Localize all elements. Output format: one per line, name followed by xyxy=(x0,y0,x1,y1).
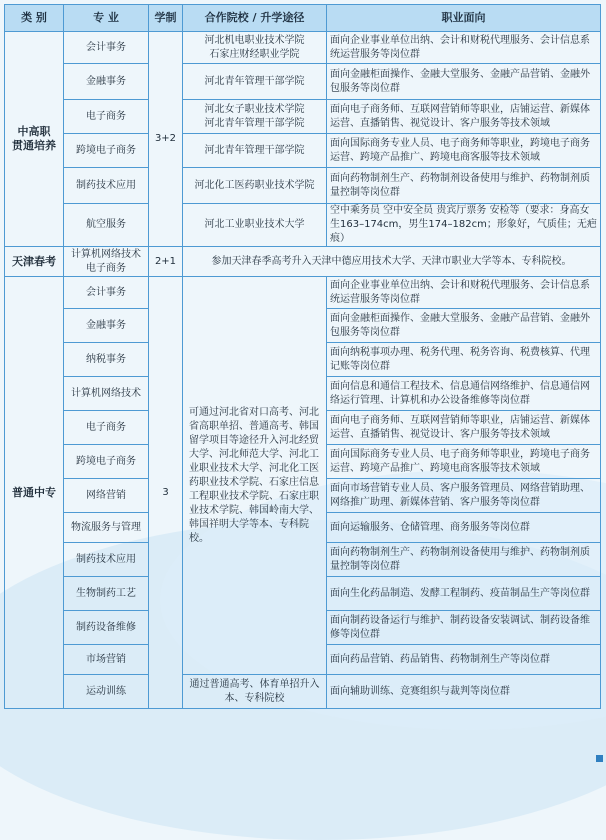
direction-cell: 面向电子商务师、互联网营销师等职业，店铺运营、新媒体运营、直播销售、视觉设计、客户服务等技术领域 xyxy=(327,100,601,134)
direction-cell: 面向药物制剂生产、药物制剂设备使用与维护、药物制剂质量控制等岗位群 xyxy=(327,168,601,204)
category-cell: 天津春考 xyxy=(5,247,64,277)
direction-cell: 空中乘务员 空中安全员 贵宾厅票务 安检等（要求：身高女生163–174cm，男生174–182cm；形象好，气质佳；无疤痕） xyxy=(327,204,601,247)
direction-cell: 面向金融柜面操作、金融大堂服务、金融产品营销、金融外包服务等岗位群 xyxy=(327,309,601,343)
direction-cell: 面向药物制剂生产、药物制剂设备使用与维护、药物制剂质量控制等岗位群 xyxy=(327,543,601,577)
years-cell: 2+1 xyxy=(149,247,183,277)
direction-cell: 面向市场营销专业人员、客户服务管理员、网络营销助理、网络推广助理、新媒体营销、客户服务等岗位群 xyxy=(327,479,601,513)
category-cell: 普通中专 xyxy=(5,277,64,709)
school-cell: 河北化工医药职业技术学院 xyxy=(183,168,327,204)
table-row xyxy=(5,134,601,168)
major-cell: 金融事务 xyxy=(64,64,149,100)
major-cell: 跨境电子商务 xyxy=(64,445,149,479)
major-cell: 市场营销 xyxy=(64,645,149,675)
pathway-cell: 参加天津春季高考升入天津中德应用技术大学、天津市职业大学等本、专科院校。 xyxy=(183,247,601,277)
direction-cell: 面向国际商务专业人员、电子商务师等职业，跨境电子商务运营、跨境产品推广、跨境电商客服等技术领域 xyxy=(327,445,601,479)
major-cell: 计算机网络技术 xyxy=(64,377,149,411)
table-row xyxy=(5,32,601,64)
major-cell: 航空服务 xyxy=(64,204,149,247)
table-row xyxy=(5,64,601,100)
direction-cell: 面向纳税事项办理、税务代理、税务咨询、税费核算、代理记账等岗位群 xyxy=(327,343,601,377)
major-cell: 会计事务 xyxy=(64,277,149,309)
major-cell: 制药技术应用 xyxy=(64,168,149,204)
header-years: 学制 xyxy=(149,5,183,32)
direction-cell: 面向辅助训练、竞赛组织与裁判等岗位群 xyxy=(327,675,601,709)
major-cell: 跨境电子商务 xyxy=(64,134,149,168)
direction-cell: 面向电子商务师、互联网营销师等职业，店铺运营、新媒体运营、直播销售、视觉设计、客户服务等技术领域 xyxy=(327,411,601,445)
years-cell: 3+2 xyxy=(149,32,183,247)
table-row xyxy=(5,277,601,309)
major-cell: 金融事务 xyxy=(64,309,149,343)
major-cell: 会计事务 xyxy=(64,32,149,64)
table-row xyxy=(5,168,601,204)
school-cell: 河北女子职业技术学院 河北青年管理干部学院 xyxy=(183,100,327,134)
header-school: 合作院校 / 升学途径 xyxy=(183,5,327,32)
table-row xyxy=(5,204,601,247)
major-cell: 生物制药工艺 xyxy=(64,577,149,611)
header-category: 类 别 xyxy=(5,5,64,32)
school-cell: 河北工业职业技术大学 xyxy=(183,204,327,247)
direction-cell: 面向金融柜面操作、金融大堂服务、金融产品营销、金融外包服务等岗位群 xyxy=(327,64,601,100)
direction-cell: 面向国际商务专业人员、电子商务师等职业，跨境电子商务运营、跨境产品推广、跨境电商客服等技术领域 xyxy=(327,134,601,168)
table-header-row xyxy=(5,5,601,32)
major-cell: 制药技术应用 xyxy=(64,543,149,577)
major-cell: 网络营销 xyxy=(64,479,149,513)
major-cell: 电子商务 xyxy=(64,100,149,134)
header-major: 专 业 xyxy=(64,5,149,32)
direction-cell: 面向运输服务、仓储管理、商务服务等岗位群 xyxy=(327,513,601,543)
school-cell: 河北青年管理干部学院 xyxy=(183,134,327,168)
school-cell: 可通过河北省对口高考、河北省高职单招、普通高考、韩国留学项目等途径升入河北经贸大学、河北师范大学、河北工业职业技术大学、河北化工医药职业技术学院、石家庄信息工程职业技术学院、石家庄职业技术学院、韩国岭南大学、韩国祥明大学等本、专科院校。 xyxy=(183,277,327,675)
category-cell: 中高职 贯通培养 xyxy=(5,32,64,247)
direction-cell: 面向企业事业单位出纳、会计和财税代理服务、会计信息系统运营服务等岗位群 xyxy=(327,32,601,64)
school-cell: 河北机电职业技术学院 石家庄财经职业学院 xyxy=(183,32,327,64)
school-cell: 通过普通高考、体育单招升入本、专科院校 xyxy=(183,675,327,709)
major-cell: 纳税事务 xyxy=(64,343,149,377)
direction-cell: 面向药品营销、药品销售、药物制剂生产等岗位群 xyxy=(327,645,601,675)
major-cell: 电子商务 xyxy=(64,411,149,445)
direction-cell: 面向生化药品制造、发酵工程制药、疫苗制品生产等岗位群 xyxy=(327,577,601,611)
header-direction: 职业面向 xyxy=(327,5,601,32)
school-cell: 河北青年管理干部学院 xyxy=(183,64,327,100)
table-row xyxy=(5,675,601,709)
direction-cell: 面向企业事业单位出纳、会计和财税代理服务、会计信息系统运营服务等岗位群 xyxy=(327,277,601,309)
major-cell: 物流服务与管理 xyxy=(64,513,149,543)
corner-marker xyxy=(596,755,603,762)
years-cell: 3 xyxy=(149,277,183,709)
direction-cell: 面向制药设备运行与维护、制药设备安装调试、制药设备维修等岗位群 xyxy=(327,611,601,645)
major-cell: 制药设备维修 xyxy=(64,611,149,645)
major-cell: 运动训练 xyxy=(64,675,149,709)
table-row xyxy=(5,100,601,134)
table-row xyxy=(5,247,601,277)
program-table xyxy=(4,4,601,709)
major-cell: 计算机网络技术 电子商务 xyxy=(64,247,149,277)
direction-cell: 面向信息和通信工程技术、信息通信网络维护、信息通信网络运行管理、计算机和办公设备维修等岗位群 xyxy=(327,377,601,411)
